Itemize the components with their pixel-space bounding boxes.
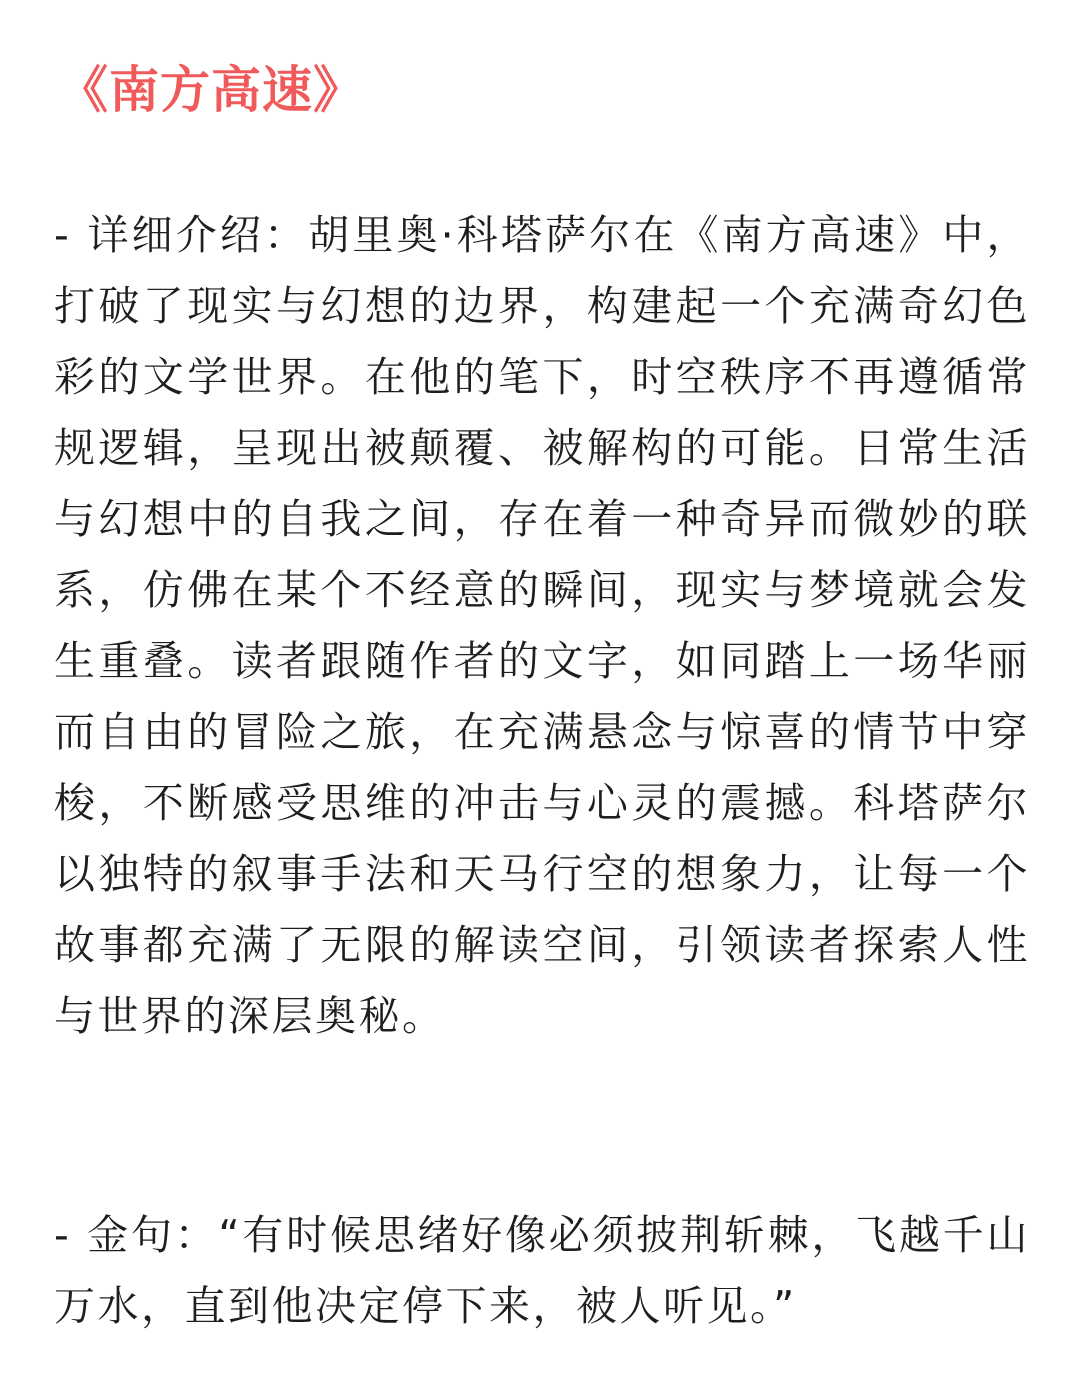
- quote-paragraph: - 金句：“有时候思绪好像必须披荆斩棘，飞越千山万水，直到他决定停下来，被人听见。”: [54, 1211, 1030, 1330]
- article-title: 《南方高速》: [58, 61, 364, 119]
- intro-paragraph: - 详细介绍：胡里奥·科塔萨尔在《南方高速》中，打破了现实与幻想的边界，构建起一个充满奇幻色彩的文学世界。在他的笔下，时空秩序不再遵循常规逻辑，呈现出被颠覆、被解构的可能。日常生活与幻想中的自我之间，存在着一种奇异而微妙的联系，仿佛在某个不经意的瞬间，现实与梦境就会发生重叠。读者跟随作者的文字，如同踏上一场华丽而自由的冒险之旅，在充满悬念与惊喜的情节中穿梭，不断感受思维的冲击与心灵的震撼。科塔萨尔以独特的叙事手法和天马行空的想象力，让每一个故事都充满了无限的解读空间，引领读者探索人性与世界的深层奥秘。: [54, 211, 1030, 1040]
